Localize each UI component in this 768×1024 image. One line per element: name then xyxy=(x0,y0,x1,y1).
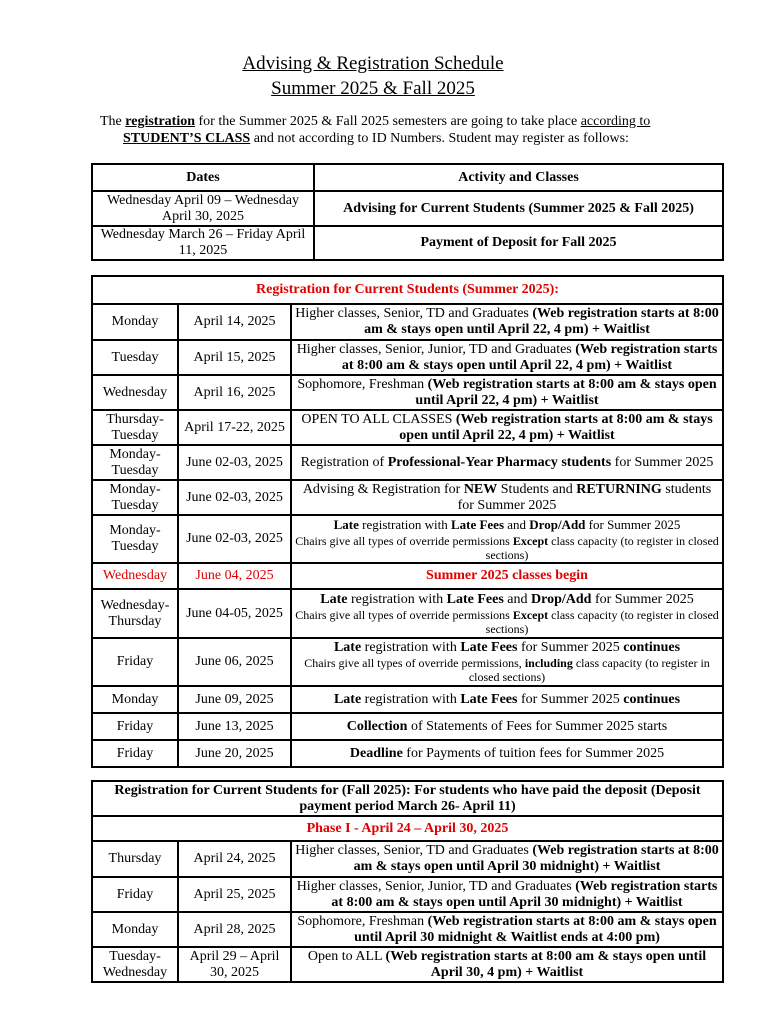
deposit-advising-table xyxy=(91,163,724,261)
table-row xyxy=(92,410,723,445)
table-row xyxy=(92,841,723,877)
day-cell: Monday xyxy=(92,686,178,713)
date-cell: June 04, 2025 xyxy=(178,563,291,589)
table-row xyxy=(92,713,723,740)
fall-header: Registration for Current Students for (Fall 2025): For students who have paid the deposit (Deposit payment period March 26- April 11) xyxy=(92,781,723,816)
date-cell: April 14, 2025 xyxy=(178,304,291,340)
intro-paragraph xyxy=(100,113,660,147)
day-cell: Tuesday xyxy=(92,340,178,375)
activity-cell: Collection of Statements of Fees for Summer 2025 starts xyxy=(291,713,723,740)
summer-registration-table xyxy=(91,275,724,768)
day-cell: Monday xyxy=(92,304,178,340)
title-line-2: Summer 2025 & Fall 2025 xyxy=(271,78,475,99)
table-row xyxy=(92,563,723,589)
day-cell: Friday xyxy=(92,877,178,912)
activity-cell: Summer 2025 classes begin xyxy=(291,563,723,589)
activity-cell: Advising & Registration for NEW Students and RETURNING students for Summer 2025 xyxy=(291,480,723,515)
activity-cell: Late registration with Late Fees and Drop/Add for Summer 2025 Chairs give all types of override permissions Except class capacity (to register in closed sections) xyxy=(291,515,723,563)
day-cell: Thursday xyxy=(92,841,178,877)
table-row xyxy=(92,226,723,260)
intro-according-to: according to xyxy=(580,114,651,129)
day-cell: Monday-Tuesday xyxy=(92,480,178,515)
activity-cell: Sophomore, Freshman (Web registration starts at 8:00 am & stays open until April 30 midnight & Waitlist ends at 4:00 pm) xyxy=(291,912,723,947)
date-cell: June 02-03, 2025 xyxy=(178,515,291,563)
date-cell: June 02-03, 2025 xyxy=(178,480,291,515)
day-cell: Monday-Tuesday xyxy=(92,445,178,480)
table-row xyxy=(92,877,723,912)
table-row xyxy=(92,638,723,686)
header-dates: Dates xyxy=(92,164,314,191)
date-cell: April 28, 2025 xyxy=(178,912,291,947)
activity-cell: Open to ALL (Web registration starts at 8:00 am & stays open until April 30, 4 pm) + Waitlist xyxy=(291,947,723,982)
summer-header: Registration for Current Students (Summer 2025): xyxy=(92,276,723,304)
date-cell: June 04-05, 2025 xyxy=(178,589,291,638)
date-cell: April 16, 2025 xyxy=(178,375,291,410)
table-header-row xyxy=(92,276,723,304)
activity-cell: Late registration with Late Fees for Summer 2025 continues Chairs give all types of override permissions, including class capacity (to register in closed sections) xyxy=(291,638,723,686)
table-row xyxy=(92,375,723,410)
day-cell: Thursday-Tuesday xyxy=(92,410,178,445)
day-cell: Friday xyxy=(92,713,178,740)
intro-text: and not according to ID Numbers. Student may register as follows: xyxy=(250,131,629,146)
header-activity: Activity and Classes xyxy=(314,164,723,191)
phase-row xyxy=(92,816,723,841)
activity-cell: Payment of Deposit for Fall 2025 xyxy=(314,226,723,260)
dates-cell: Wednesday April 09 – Wednesday April 30, 2025 xyxy=(92,191,314,226)
table-row xyxy=(92,340,723,375)
date-cell: April 15, 2025 xyxy=(178,340,291,375)
activity-cell: Late registration with Late Fees for Summer 2025 continues xyxy=(291,686,723,713)
table-row xyxy=(92,947,723,982)
activity-cell: OPEN TO ALL CLASSES (Web registration starts at 8:00 am & stays open until April 22, 4 pm) + Waitlist xyxy=(291,410,723,445)
activity-cell: Sophomore, Freshman (Web registration starts at 8:00 am & stays open until April 22, 4 pm) + Waitlist xyxy=(291,375,723,410)
date-cell: June 09, 2025 xyxy=(178,686,291,713)
date-cell: April 29 – April 30, 2025 xyxy=(178,947,291,982)
activity-cell: Higher classes, Senior, Junior, TD and Graduates (Web registration starts at 8:00 am & stays open until April 22, 4 pm) + Waitlist xyxy=(291,340,723,375)
intro-text: The xyxy=(100,114,126,129)
table-row xyxy=(92,304,723,340)
date-cell: April 24, 2025 xyxy=(178,841,291,877)
table-row xyxy=(92,445,723,480)
table-row xyxy=(92,740,723,767)
phase-header: Phase I - April 24 – April 30, 2025 xyxy=(92,816,723,841)
day-cell: Wednesday xyxy=(92,563,178,589)
date-cell: June 13, 2025 xyxy=(178,713,291,740)
day-cell: Wednesday-Thursday xyxy=(92,589,178,638)
day-cell: Wednesday xyxy=(92,375,178,410)
table-row xyxy=(92,191,723,226)
day-cell: Monday xyxy=(92,912,178,947)
title-line-1: Advising & Registration Schedule xyxy=(242,53,504,74)
table-row xyxy=(92,515,723,563)
activity-cell: Higher classes, Senior, TD and Graduates (Web registration starts at 8:00 am & stays open until April 30 midnight) + Waitlist xyxy=(291,841,723,877)
intro-registration: registration xyxy=(125,114,195,129)
table-row xyxy=(92,480,723,515)
dates-cell: Wednesday March 26 – Friday April 11, 2025 xyxy=(92,226,314,260)
date-cell: June 02-03, 2025 xyxy=(178,445,291,480)
date-cell: April 25, 2025 xyxy=(178,877,291,912)
activity-cell: Late registration with Late Fees and Drop/Add for Summer 2025 Chairs give all types of override permissions Except class capacity (to register in closed sections) xyxy=(291,589,723,638)
intro-students-class: STUDENT’S CLASS xyxy=(123,131,251,146)
day-cell: Friday xyxy=(92,638,178,686)
date-cell: April 17-22, 2025 xyxy=(178,410,291,445)
day-cell: Tuesday-Wednesday xyxy=(92,947,178,982)
table-header-row xyxy=(92,781,723,816)
activity-cell: Higher classes, Senior, TD and Graduates (Web registration starts at 8:00 am & stays open until April 22, 4 pm) + Waitlist xyxy=(291,304,723,340)
table-header-row xyxy=(92,164,723,191)
activity-cell: Higher classes, Senior, Junior, TD and Graduates (Web registration starts at 8:00 am & stays open until April 30 midnight) + Waitlist xyxy=(291,877,723,912)
activity-cell: Advising for Current Students (Summer 2025 & Fall 2025) xyxy=(314,191,723,226)
day-cell: Friday xyxy=(92,740,178,767)
table-row xyxy=(92,912,723,947)
day-cell: Monday-Tuesday xyxy=(92,515,178,563)
date-cell: June 20, 2025 xyxy=(178,740,291,767)
intro-text: for the Summer 2025 & Fall 2025 semesters are going to take place xyxy=(195,114,581,129)
table-row xyxy=(92,589,723,638)
date-cell: June 06, 2025 xyxy=(178,638,291,686)
activity-cell: Deadline for Payments of tuition fees for Summer 2025 xyxy=(291,740,723,767)
activity-cell: Registration of Professional-Year Pharmacy students for Summer 2025 xyxy=(291,445,723,480)
fall-registration-table xyxy=(91,780,724,983)
table-row xyxy=(92,686,723,713)
